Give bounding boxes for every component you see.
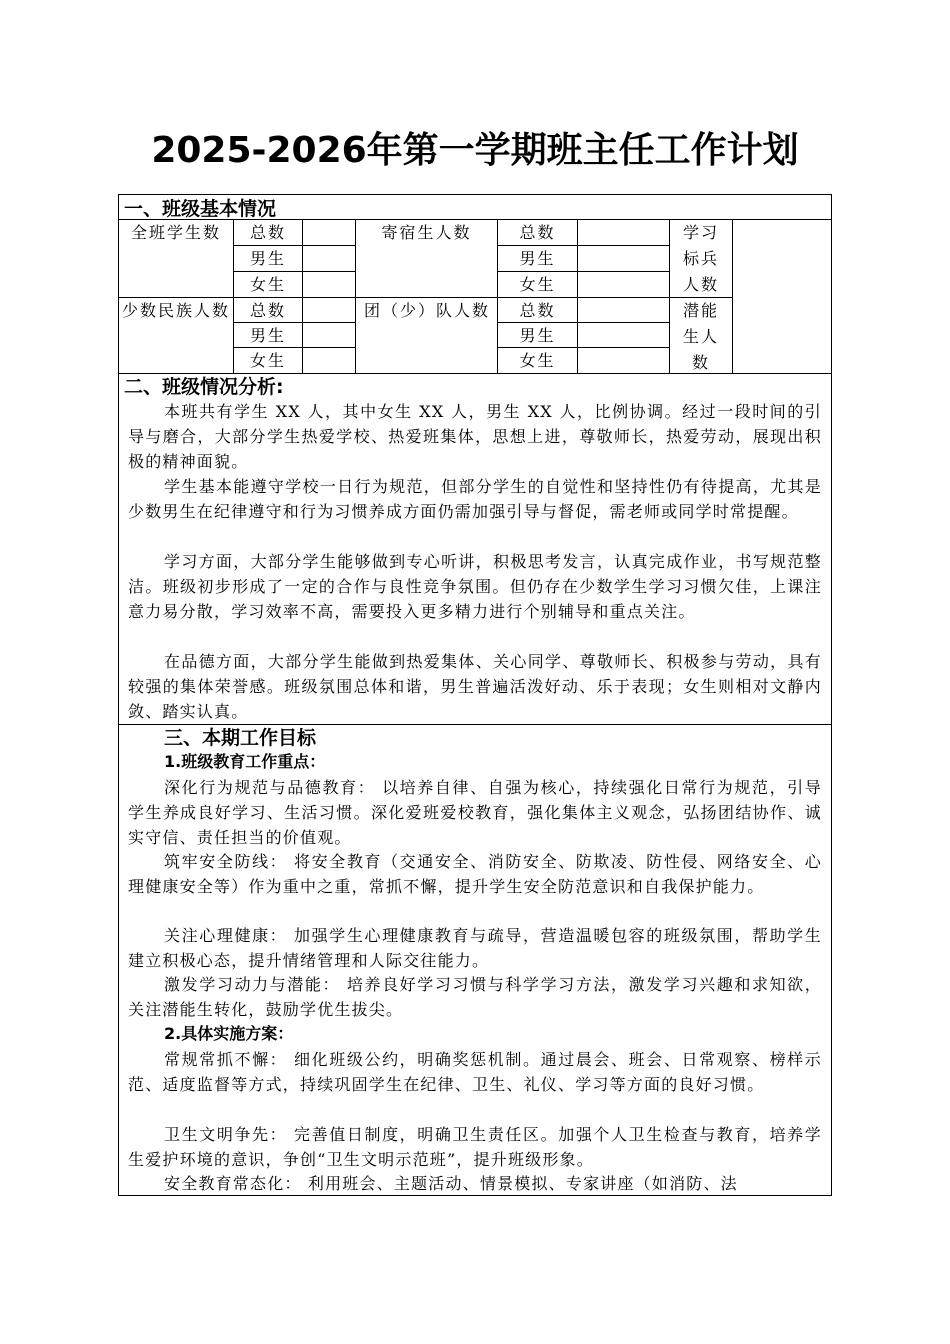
education-focus-heading: 1.班级教育工作重点： [164, 752, 326, 771]
female-label: 女生 [249, 351, 286, 370]
total-label: 总数 [249, 301, 286, 320]
divider [118, 724, 832, 725]
analysis-paragraph: 学习方面，大部分学生能够做到专心听讲，积极思考发言，认真完成作业，书写规范整洁。班级初步形成了一定的合作与良性竞争氛围。但仍存在少数学生学习习惯欠佳，上课注意力易分散，学习效率不高，需要投入更多精力进行个别辅导和重点关注。 [128, 552, 822, 621]
male-label: 男生 [519, 249, 556, 268]
divider [669, 219, 670, 373]
page-title: 2025-2026年第一学期班主任工作计划 [151, 130, 799, 171]
divider [302, 219, 303, 373]
total-label: 总数 [249, 223, 286, 242]
analysis-paragraph: 学生基本能遵守学校一日行为规范，但部分学生的自觉性和坚持性仍有待提高，尤其是少数男生在纪律遵守和行为习惯养成方面仍需加强引导与督促，需老师或同学时常提醒。 [128, 477, 822, 521]
analysis-paragraph: 在品德方面，大部分学生能做到热爱集体、关心同学、尊敬师长、积极参与劳动，具有较强的集体荣誉感。班级氛围总体和谐，男生普遍活泼好动、乐于表现；女生则相对文静内敛、踏实认真。 [128, 652, 822, 721]
divider [732, 219, 733, 373]
total-label: 总数 [519, 301, 556, 320]
plan-paragraph: 常规常抓不懈： 细化班级公约，明确奖惩机制。通过晨会、班会、日常观察、榜样示范、适度监督等方式，持续巩固学生在纪律、卫生、礼仪、学习等方面的良好习惯。 [128, 1050, 822, 1094]
implementation-heading: 2.具体实施方案： [164, 1024, 294, 1043]
model-students-label: 学习标兵人数 [682, 223, 719, 294]
focus-paragraph: 筑牢安全防线： 将安全教育（交通安全、消防安全、防欺凌、防性侵、网络安全、心理健康安全等）作为重中之重，常抓不懈，提升学生安全防范意识和自我保护能力。 [128, 852, 822, 896]
section3-heading: 三、本期工作目标 [164, 727, 317, 749]
focus-paragraph: 激发学习动力与潜能： 培养良好学习习惯与科学学习方法，激发学习兴趣和求知欲，关注潜能生转化，鼓励学优生拔尖。 [128, 975, 822, 1019]
section2-heading: 二、班级情况分析: [124, 376, 284, 398]
focus-paragraph: 深化行为规范与品德教育： 以培养自律、自强为核心，持续强化日常行为规范，引导学生养成良好学习、生活习惯。深化爱班爱校教育，强化集体主义观念，弘扬团结协作、诚实守信、责任担当的价值观。 [128, 778, 822, 847]
potential-students-label: 潜能生人数 [682, 301, 719, 372]
divider [577, 219, 578, 373]
whole-class-label: 全班学生数 [130, 223, 221, 242]
focus-paragraph: 关注心理健康： 加强学生心理健康教育与疏导，营造温暖包容的班级氛围，帮助学生建立积极心态，提升情绪管理和人际交往能力。 [128, 926, 822, 970]
male-label: 男生 [249, 249, 286, 268]
female-label: 女生 [519, 351, 556, 370]
plan-paragraph: 卫生文明争先： 完善值日制度，明确卫生责任区。加强个人卫生检查与教育，培养学生爱护环境的意识，争创“卫生文明示范班”，提升班级形象。 [128, 1125, 822, 1169]
plan-paragraph: 安全教育常态化： 利用班会、主题活动、情景模拟、专家讲座（如消防、法 [164, 1174, 738, 1193]
minority-label: 少数民族人数 [122, 301, 231, 320]
total-label: 总数 [519, 223, 556, 242]
boarding-label: 寄宿生人数 [381, 223, 472, 242]
analysis-paragraph: 本班共有学生 XX 人，其中女生 XX 人，男生 XX 人，比例协调。经过一段时间的引导与磨合，大部分学生热爱学校、热爱班集体，思想上进，尊敬师长，热爱劳动，展现出积极的精神面貌。 [128, 402, 822, 471]
male-label: 男生 [249, 326, 286, 345]
league-label: 团（少）队人数 [363, 301, 490, 320]
female-label: 女生 [519, 275, 556, 294]
male-label: 男生 [519, 326, 556, 345]
section1-heading: 一、班级基本情况 [124, 198, 277, 220]
female-label: 女生 [249, 275, 286, 294]
